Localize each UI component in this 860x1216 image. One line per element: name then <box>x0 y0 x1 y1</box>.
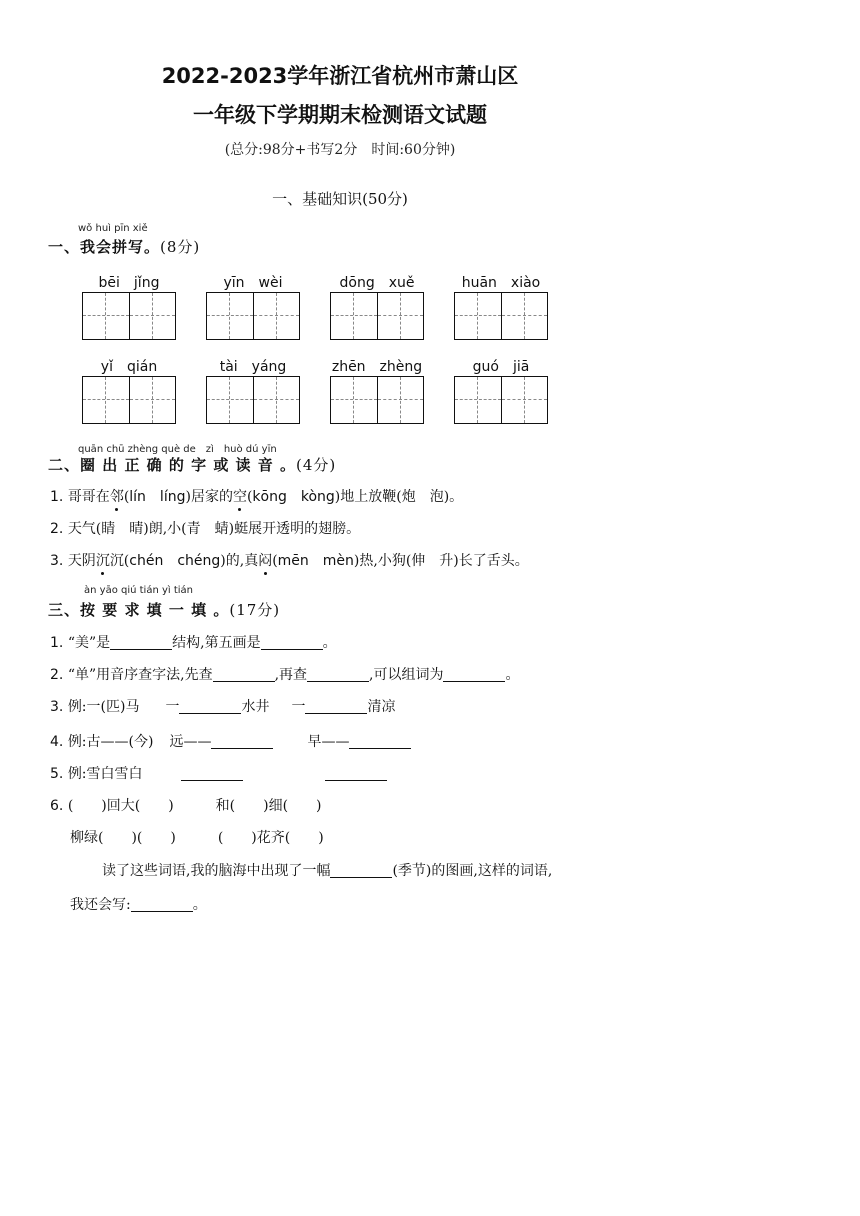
question-text: ( )回大( ) 和( )细( ) <box>67 798 322 814</box>
tianzige-grid[interactable] <box>82 292 176 340</box>
grid-cell[interactable] <box>253 293 300 339</box>
word-pinyin: bēi jǐng <box>98 275 160 291</box>
answer-blank[interactable] <box>213 667 275 682</box>
answer-blank[interactable] <box>261 635 323 650</box>
question-number: 6. <box>50 798 64 814</box>
question-number: 1. <box>50 635 64 651</box>
question-text: 远—— <box>169 734 212 750</box>
section3-pinyin: àn yāo qiú tián yì tián <box>84 585 194 596</box>
question-number: 5. <box>50 766 64 782</box>
pinyin-options[interactable]: mēn mèn <box>277 553 354 569</box>
answer-blank[interactable] <box>131 897 193 912</box>
grid-cell[interactable] <box>129 293 176 339</box>
question-text: )热,小狗(伸 升)长了舌头。 <box>353 553 529 569</box>
question-text: “美”是 <box>67 635 111 651</box>
section1-points: (8分) <box>160 238 201 256</box>
question-text: 我还会写: <box>70 897 131 913</box>
question-3-6-line2: 柳绿( )( ) ( )花齐( ) <box>70 830 324 846</box>
word-pinyin: yǐ qián <box>100 359 158 375</box>
grid-cell[interactable] <box>455 293 501 339</box>
answer-blank[interactable] <box>443 667 505 682</box>
question-text: ,可以组词为 <box>369 667 444 683</box>
question-text: 。 <box>192 897 207 913</box>
question-text: 早—— <box>307 734 350 750</box>
question-text: )的,真 <box>220 553 259 569</box>
question-text: “单”用音序查字法,先查 <box>67 667 213 683</box>
question-text: 水井 <box>241 699 270 715</box>
question-text: 。 <box>505 667 520 683</box>
question-2-2 <box>50 518 360 538</box>
tianzige-grid[interactable] <box>330 376 424 424</box>
question-number: 1. <box>50 489 64 505</box>
question-text: 读了这些词语,我的脑海中出现了一幅 <box>102 863 331 879</box>
answer-blank[interactable] <box>179 699 241 714</box>
dotted-char: 空 <box>233 486 247 506</box>
answer-blank[interactable] <box>181 766 243 781</box>
word-pinyin: zhēn zhèng <box>331 359 423 375</box>
part-title: 一、基础知识(50分) <box>272 190 408 208</box>
question-3-4 <box>50 731 411 751</box>
question-text: 一 <box>291 699 306 715</box>
question-3-3 <box>50 696 395 716</box>
question-text: 例:雪白雪白 <box>67 766 143 782</box>
dotted-char: 闷 <box>258 550 272 570</box>
question-text: ( <box>272 553 278 569</box>
question-text: 沉( <box>109 553 130 569</box>
section3-title <box>48 599 280 620</box>
exam-title-line2: 一年级下学期期末检测语文试题 <box>193 103 487 127</box>
question-3-2 <box>50 664 519 684</box>
question-text: 一 <box>165 699 180 715</box>
question-text: 清凉 <box>367 699 396 715</box>
grid-cell[interactable] <box>331 293 377 339</box>
question-number: 4. <box>50 734 64 750</box>
grid-cell[interactable] <box>501 377 548 423</box>
answer-blank[interactable] <box>325 766 387 781</box>
grid-cell[interactable] <box>207 293 253 339</box>
grid-cell[interactable] <box>331 377 377 423</box>
question-2-3 <box>50 550 529 570</box>
question-text: 结构,第五画是 <box>172 635 261 651</box>
question-number: 2. <box>50 667 64 683</box>
grid-cell[interactable] <box>377 377 424 423</box>
question-3-5 <box>50 763 387 783</box>
pinyin-options[interactable]: lín líng <box>129 489 186 505</box>
question-text: )居家的 <box>185 489 233 505</box>
question-text: )地上放鞭(炮 泡)。 <box>334 489 464 505</box>
grid-cell[interactable] <box>377 293 424 339</box>
section2-points: (4分) <box>296 456 337 474</box>
question-number: 2. <box>50 521 64 537</box>
grid-cell[interactable] <box>83 377 129 423</box>
question-text: ( <box>246 489 253 505</box>
word-pinyin: huān xiào <box>461 275 541 291</box>
section3-points: (17分) <box>229 601 281 619</box>
dotted-char: 邻 <box>110 486 124 506</box>
question-text: 哥哥在 <box>67 489 110 505</box>
grid-cell[interactable] <box>129 377 176 423</box>
answer-blank[interactable] <box>110 635 172 650</box>
dotted-char: 沉 <box>96 550 110 570</box>
question-text: ( <box>123 489 130 505</box>
pinyin-options[interactable]: kōng kòng <box>252 489 335 505</box>
grid-cell[interactable] <box>501 293 548 339</box>
question-text: (季节)的图画,这样的词语, <box>392 863 553 879</box>
question-text: 。 <box>322 635 337 651</box>
question-3-6 <box>50 795 322 815</box>
reading-prompt-line2 <box>70 894 207 914</box>
reading-prompt <box>102 860 552 880</box>
grid-cell[interactable] <box>253 377 300 423</box>
question-text: 天阴 <box>67 553 96 569</box>
answer-blank[interactable] <box>307 667 369 682</box>
word-pinyin: yīn wèi <box>223 275 283 291</box>
question-text: 例:一(匹)马 <box>67 699 140 715</box>
word-pinyin: tài yáng <box>219 359 287 375</box>
grid-cell[interactable] <box>455 377 501 423</box>
tianzige-grid[interactable] <box>206 376 300 424</box>
question-number: 3. <box>50 699 64 715</box>
section3-title-text: 三、按 要 求 填 一 填 。 <box>48 601 230 619</box>
tianzige-grid[interactable] <box>330 292 424 340</box>
word-pinyin: guó jiā <box>472 359 530 375</box>
exam-title-line1: 2022-2023学年浙江省杭州市萧山区 <box>161 64 519 88</box>
question-2-1 <box>50 486 463 506</box>
question-3-1 <box>50 632 337 652</box>
word-pinyin: dōng xuě <box>339 275 415 291</box>
tianzige-grid[interactable] <box>206 292 300 340</box>
grid-cell[interactable] <box>83 293 129 339</box>
section1-title-text: 一、我会拼写。 <box>48 238 161 256</box>
answer-blank[interactable] <box>305 699 367 714</box>
tianzige-grid[interactable] <box>454 376 548 424</box>
question-text: 例:古——(今) <box>67 734 154 750</box>
section1-title <box>48 236 200 257</box>
section2-pinyin: quān chū zhèng què de zì huò dú yīn <box>78 444 277 455</box>
tianzige-grid[interactable] <box>454 292 548 340</box>
tianzige-grid[interactable] <box>82 376 176 424</box>
section2-title <box>48 454 336 475</box>
answer-blank[interactable] <box>349 734 411 749</box>
section2-title-text: 二、圈 出 正 确 的 字 或 读 音 。 <box>48 456 297 474</box>
grid-cell[interactable] <box>207 377 253 423</box>
pinyin-options[interactable]: chén chéng <box>129 553 221 569</box>
answer-blank[interactable] <box>211 734 273 749</box>
answer-blank[interactable] <box>330 863 392 878</box>
question-number: 3. <box>50 553 64 569</box>
section1-pinyin: wǒ huì pīn xiě <box>78 223 148 234</box>
question-text: 天气(睛 晴)朗,小(青 蜻)蜓展开透明的翅膀。 <box>67 521 361 537</box>
exam-subtitle: (总分:98分+书写2分 时间:60分钟) <box>224 142 456 158</box>
question-text: ,再查 <box>274 667 308 683</box>
